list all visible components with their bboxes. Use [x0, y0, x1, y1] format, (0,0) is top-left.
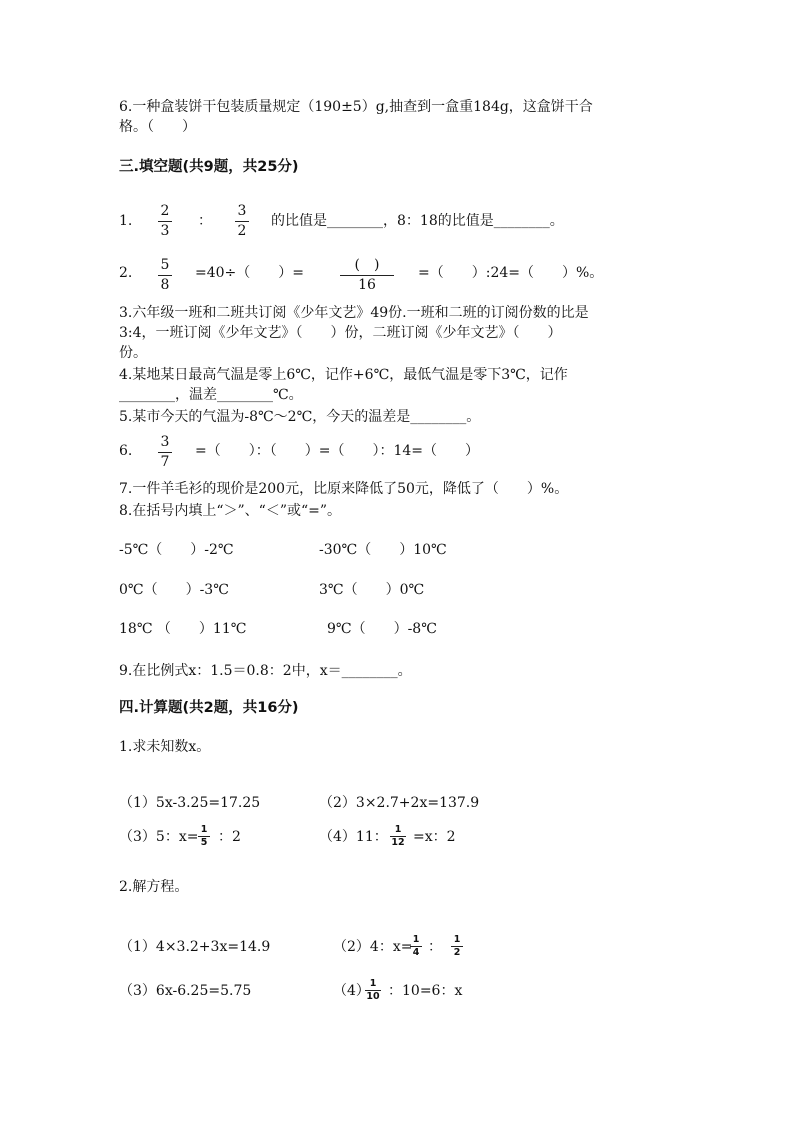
calc-q1-d-fraction [390, 825, 406, 848]
fill-q1-fraction-2 [235, 203, 249, 240]
question-6-prev-line1: 6.一种盒装饼干包装质量规定（190±5）g,抽查到一盒重184g，这盒饼干合 [119, 99, 593, 115]
calc-q1-d-pre: （4）11： [319, 829, 388, 845]
fill-q6-fraction [158, 434, 172, 471]
calc-q2-b-fraction-1 [410, 935, 422, 958]
fill-q2-fraction-1 [158, 257, 172, 294]
fill-q8-row1-right: -30℃（ ）10℃ [319, 542, 447, 558]
fill-q1-text: 的比值是________，8：18的比值是________。 [271, 213, 564, 229]
fraction-denominator: 2 [237, 223, 247, 239]
section-3-title: 三.填空题(共9题，共25分) [119, 159, 299, 175]
fill-q3-line1: 3.六年级一班和二班共订阅《少年文艺》49份.一班和二班的订阅份数的比是 [119, 305, 589, 321]
fraction-denominator: 4 [412, 947, 420, 958]
section-4-title: 四.计算题(共2题，共16分) [119, 700, 299, 716]
fraction-numerator: ( ) [354, 257, 380, 273]
fraction-numerator: 3 [237, 203, 247, 219]
fill-q2-number: 2. [119, 265, 133, 281]
fraction-numerator: 5 [160, 257, 170, 273]
fill-q3-line3: 份。 [119, 345, 147, 361]
fraction-denominator: 16 [358, 277, 376, 293]
fill-q8-row2-right: 3℃（ ）0℃ [319, 582, 425, 598]
calc-q1-c-post: ：2 [218, 829, 241, 845]
calc-q2-d-post: ：10=6：x [388, 983, 463, 999]
fraction-denominator: 8 [160, 277, 170, 293]
fraction-numerator: 1 [412, 934, 420, 945]
calc-q1-b: （2）3×2.7+2x=137.9 [319, 795, 480, 811]
fill-q8-line1: 8.在括号内填上“＞”、“＜”或“=”。 [119, 503, 342, 519]
question-6-prev-line2: 格。（ ） [119, 119, 196, 135]
calc-q2-d-fraction [365, 979, 381, 1002]
fill-q2-text-1: =40÷（ ）= [195, 265, 305, 281]
calc-q2-title: 2.解方程。 [119, 879, 189, 895]
calc-q2-b-fraction-2 [451, 935, 463, 958]
fraction-denominator: 10 [366, 991, 380, 1002]
calc-q1-c-fraction [198, 825, 210, 848]
fill-q6-number: 6. [119, 443, 133, 459]
fill-q4-line2: ________，温差________℃。 [119, 387, 303, 403]
fill-q3-line2: 3:4，一班订阅《少年文艺》（ ）份，二班订阅《少年文艺》（ ） [119, 325, 562, 341]
fill-q8-row3-left: 18℃ （ ）11℃ [119, 621, 247, 637]
fill-q4-line1: 4.某地某日最高气温是零上6℃，记作+6℃，最低气温是零下3℃，记作 [119, 367, 568, 383]
calc-q2-d-pre: （4） [333, 983, 370, 999]
calc-q1-a: （1）5x-3.25=17.25 [119, 795, 261, 811]
calc-q2-c: （3）6x-6.25=5.75 [119, 983, 252, 999]
fill-q2-text-2: =（ ）:24=（ ）%。 [418, 265, 604, 281]
fill-q9-line1: 9.在比例式x：1.5＝0.8：2中，x＝________。 [119, 663, 412, 679]
calc-q1-title: 1.求未知数x。 [119, 739, 211, 755]
fraction-denominator: 3 [160, 223, 170, 239]
fill-q6-text: =（ ）：（ ）=（ ）：14=（ ） [195, 443, 480, 459]
fill-q8-row3-right: 9℃（ ）-8℃ [327, 621, 437, 637]
fill-q1-colon: ： [198, 213, 212, 229]
calc-q2-b-pre: （2）4：x= [333, 939, 413, 955]
fraction-denominator: 7 [160, 454, 170, 470]
fraction-denominator: 2 [453, 947, 461, 958]
calc-q1-d-post: =x：2 [413, 829, 456, 845]
fraction-numerator: 1 [200, 824, 208, 835]
fill-q7-line1: 7.一件羊毛衫的现价是200元，比原来降低了50元，降低了（ ）%。 [119, 481, 569, 497]
fill-q8-row2-left: 0℃（ ）-3℃ [119, 582, 229, 598]
fraction-denominator: 12 [391, 837, 405, 848]
fraction-numerator: 2 [160, 203, 170, 219]
fill-q2-fraction-2 [340, 257, 394, 294]
fraction-numerator: 1 [394, 824, 402, 835]
calc-q2-a: （1）4×3.2+3x=14.9 [119, 939, 271, 955]
fraction-numerator: 3 [160, 434, 170, 450]
fill-q8-row1-left: -5℃（ ）-2℃ [119, 542, 234, 558]
fraction-numerator: 1 [369, 978, 377, 989]
fraction-denominator: 5 [200, 837, 208, 848]
calc-q2-b-mid: ： [428, 939, 442, 955]
fraction-numerator: 1 [453, 934, 461, 945]
calc-q1-c-pre: （3）5：x= [119, 829, 199, 845]
fill-q5-line1: 5.某市今天的气温为-8℃～2℃，今天的温差是________。 [119, 409, 481, 425]
fill-q1-fraction-1 [158, 203, 172, 240]
fill-q1-number: 1. [119, 213, 133, 229]
